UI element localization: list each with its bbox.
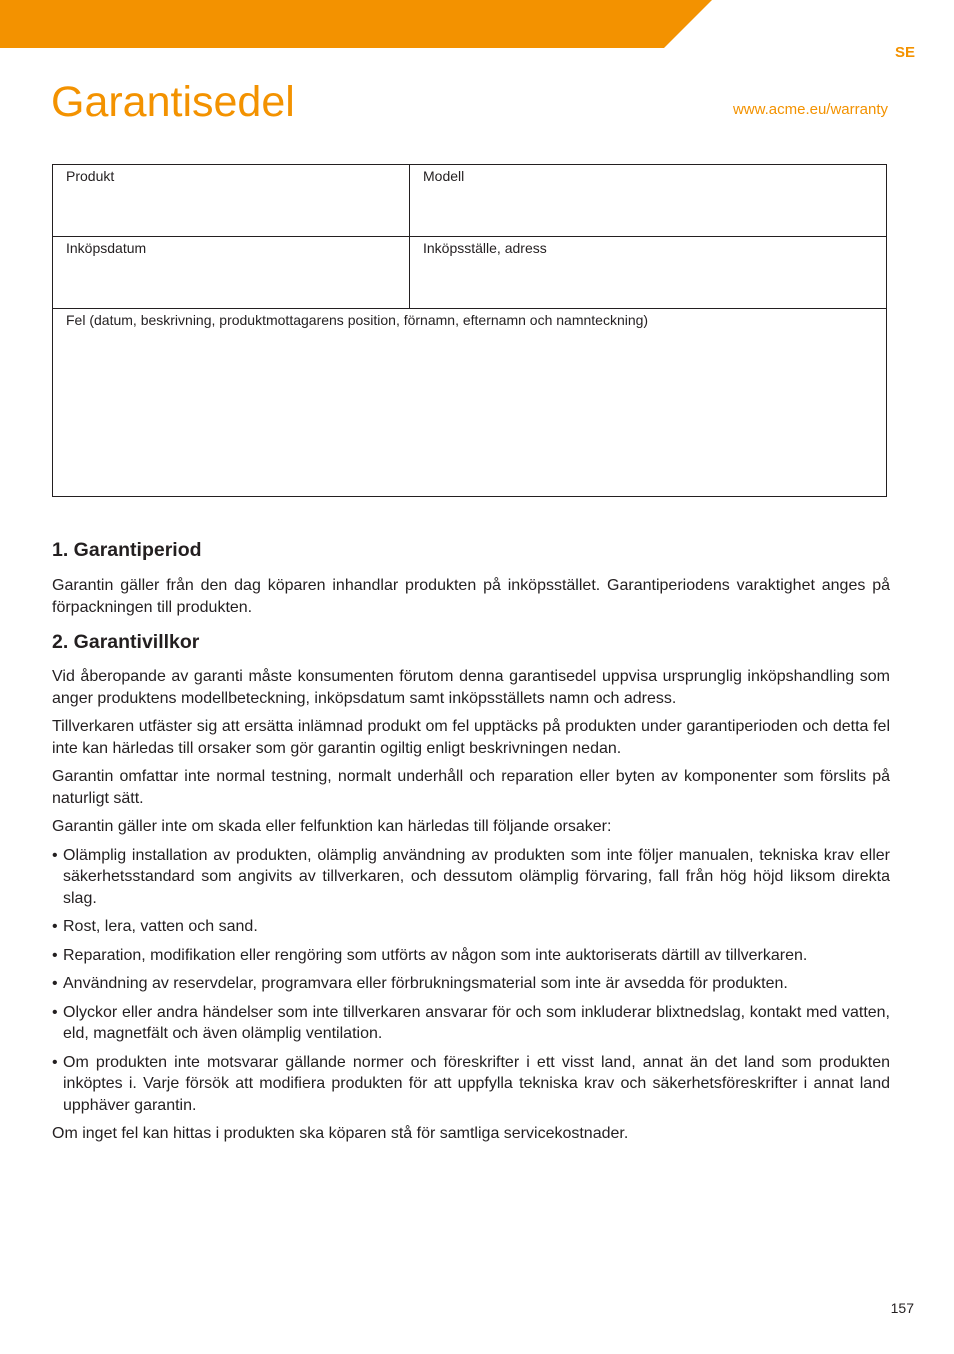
model-field[interactable]: Modell	[410, 165, 887, 237]
exclusions-list	[52, 845, 890, 1117]
warranty-url: www.acme.eu/warranty	[732, 101, 888, 118]
bullet-icon: •	[52, 1053, 58, 1071]
purchase-place-field[interactable]: Inköpsställe, adress	[410, 237, 887, 309]
terms-paragraph: Garantin omfattar inte normal testning, normalt underhåll och reparation eller byten av komponenter som förslits på naturligt sätt.	[52, 768, 890, 807]
warranty-form-table	[52, 164, 887, 497]
page-title: Garantisedel	[51, 78, 295, 126]
list-item-text: Olämplig installation av produkten, olämplig användning av produkten som inte följer manualen, tekniska krav eller säkerhetsstandard som angivits av tillverkaren, och dessutom olämplig förvaring, fall från hög höjd liksom direkta slag.	[63, 846, 890, 907]
list-item-text: Rost, lera, vatten och sand.	[63, 918, 258, 935]
bullet-icon: •	[52, 975, 58, 992]
list-item	[52, 1052, 890, 1117]
list-item	[52, 916, 890, 938]
language-code: SE	[894, 44, 915, 61]
header-orange-band	[0, 0, 954, 48]
fault-description-field[interactable]: Fel (datum, beskrivning, produktmottagarens position, förnamn, efternamn och namnteckning)	[53, 309, 887, 497]
terms-paragraph: Tillverkaren utfäster sig att ersätta inlämnad produkt om fel upptäcks på produkten under garantiperioden och detta fel inte kan härledas till orsaker som gör garantin ogiltig enligt beskrivningen nedan.	[52, 718, 890, 757]
section-heading-warranty-terms: 2. Garantivillkor	[52, 631, 200, 653]
closing-paragraph: Om inget fel kan hittas i produkten ska köparen stå för samtliga servicekostnader.	[52, 1125, 629, 1142]
list-item	[52, 845, 890, 910]
warranty-terms	[52, 536, 890, 1152]
product-field[interactable]: Produkt	[53, 165, 410, 237]
bullet-icon: •	[52, 946, 58, 964]
list-item	[52, 973, 890, 995]
list-item	[52, 945, 890, 967]
terms-paragraph: Garantin gäller inte om skada eller felfunktion kan härledas till följande orsaker:	[52, 818, 612, 835]
section-heading-warranty-period: 1. Garantiperiod	[52, 539, 202, 561]
purchase-date-field[interactable]: Inköpsdatum	[53, 237, 410, 309]
bullet-icon: •	[52, 918, 58, 935]
warranty-period-text: Garantin gäller från den dag köparen inhandlar produkten på inköpsstället. Garantiperiodens varaktighet anges på förpackningen till produkten.	[52, 577, 890, 616]
list-item-text: Användning av reservdelar, programvara eller förbrukningsmaterial som inte är avsedda för produkten.	[63, 975, 788, 992]
list-item-text: Reparation, modifikation eller rengöring som utförts av någon som inte auktoriserats därtill av tillverkaren.	[63, 946, 808, 964]
list-item-text: Olyckor eller andra händelser som inte tillverkaren ansvarar för och som inkluderar blixtnedslag, kontakt med vatten, eld, magnetfält och även olämplig ventilation.	[63, 1003, 890, 1042]
list-item-text: Om produkten inte motsvarar gällande normer och föreskrifter i ett visst land, annat än det land som produkten inköptes i. Varje försök att modifiera produkten för att uppfylla tekniska krav och säkerhetsföreskrifter i annat land upphäver garantin.	[63, 1053, 890, 1114]
bullet-icon: •	[52, 846, 58, 864]
page-number: 157	[890, 1300, 914, 1316]
list-item	[52, 1002, 890, 1045]
terms-paragraph: Vid åberopande av garanti måste konsumenten förutom denna garantisedel uppvisa ursprunglig inköpshandling som anger produktens modellbeteckning, inköpsdatum samt inköpsställets namn och adress.	[52, 668, 890, 707]
bullet-icon: •	[52, 1003, 58, 1021]
